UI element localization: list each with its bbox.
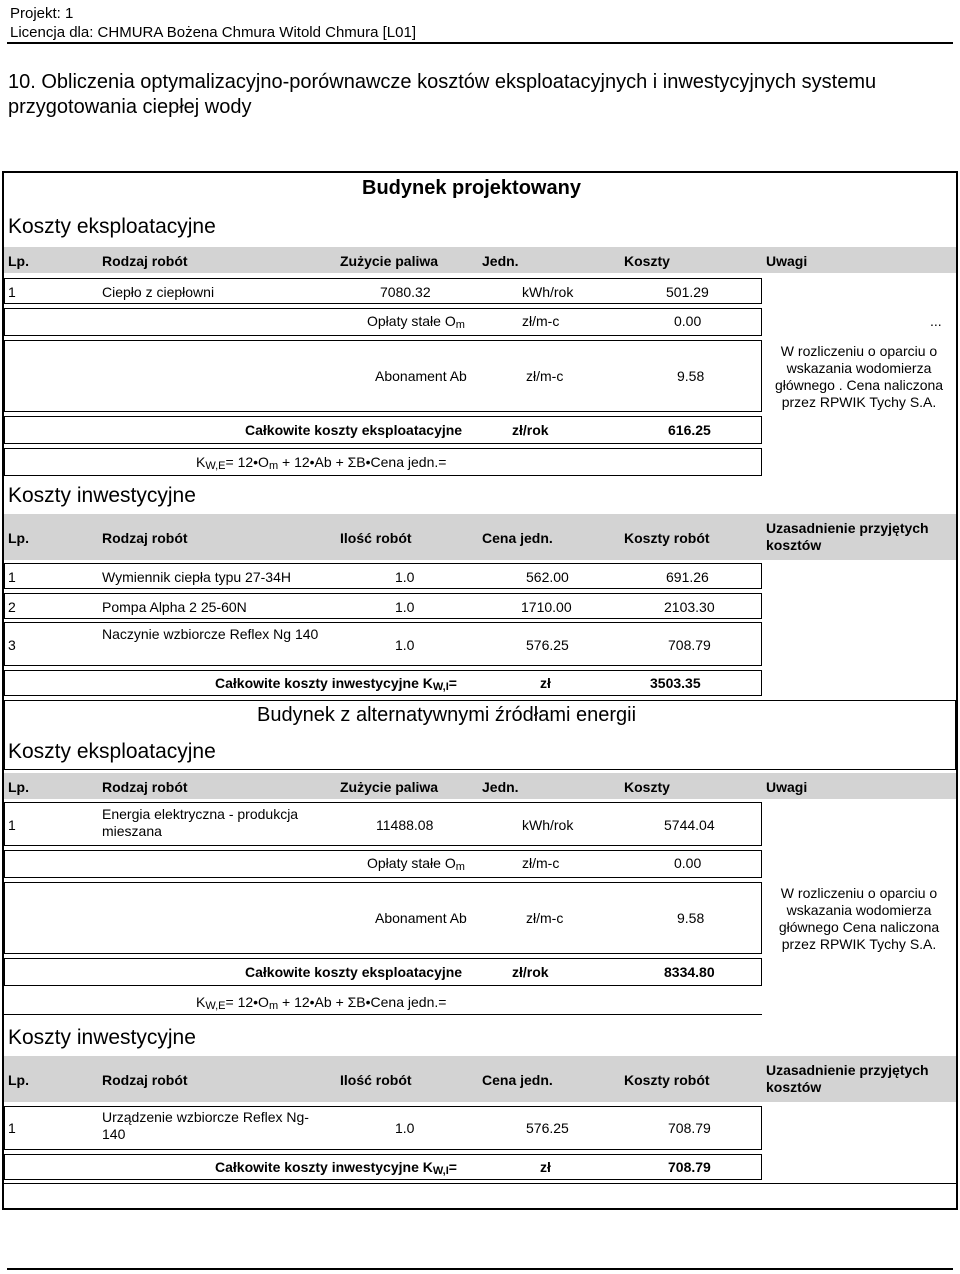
section-heading-alternative: Budynek z alternatywnymi źródłami energii [257, 704, 637, 726]
fixed-fees-unit: zł/m-c [522, 313, 560, 329]
project-label: Projekt: 1 [10, 5, 74, 22]
fixed-fees-unit: zł/m-c [522, 855, 560, 871]
row-cost: 5744.04 [664, 817, 715, 833]
item-price: 562.00 [526, 569, 569, 585]
icol-rodzaj: Rodzaj robót [102, 1072, 188, 1088]
fixed-fees-label: Opłaty stałe $O_m$ [367, 313, 465, 331]
item-name: Wymiennik ciepła typu 27-34H [102, 569, 291, 585]
item-lp: 1 [8, 569, 16, 585]
subscription-unit: zł/m-c [526, 368, 564, 384]
formula-divider [4, 1014, 762, 1015]
col-koszty: Koszty [624, 253, 670, 269]
icol-ilosc: Ilość robót [340, 530, 412, 546]
row-use: 7080.32 [380, 284, 431, 300]
col-koszty: Koszty [624, 779, 670, 795]
icol-cena: Cena jedn. [482, 530, 553, 546]
fixed-fees-value: 0.00 [674, 313, 702, 329]
billing-note: W rozliczeniu o oparciu o wskazania wodomierza głównego . Cena naliczona przez RPWIK Tychy S.A. [774, 343, 944, 410]
total-operating-value: 616.25 [668, 422, 711, 438]
total-operating-unit: zł/rok [512, 422, 549, 438]
row-unit: kWh/rok [522, 284, 574, 300]
col-lp: Lp. [8, 253, 29, 269]
license-label: Licencja dla: CHMURA Bożena Chmura Witold Chmura [L01] [10, 24, 417, 41]
item-name: Urządzenie wzbiorcze Reflex Ng-140 [102, 1109, 309, 1142]
investment-total-unit: zł [540, 1159, 551, 1175]
icol-uzasadnienie: Uzasadnienie przyjętych kosztów [766, 1062, 929, 1095]
total-operating-label: Całkowite koszty eksploatacyjne [245, 422, 463, 438]
investment-total-label: Całkowite koszty inwestycyjne $K_{W,I}=$ [215, 675, 457, 693]
col-rodzaj: Rodzaj robót [102, 779, 188, 795]
icol-lp: Lp. [8, 530, 29, 546]
table-bottom-divider [4, 1183, 956, 1184]
formula: $K_{W,E}=$ $12•O_m$ + 12•Ab + ΣB•Cena jedn.= [196, 454, 447, 472]
row-unit: kWh/rok [522, 817, 574, 833]
icol-koszty: Koszty robót [624, 1072, 710, 1088]
col-jedn: Jedn. [482, 779, 519, 795]
item-cost: 2103.30 [664, 599, 715, 615]
operating-costs-label: Koszty eksploatacyjne [8, 740, 216, 763]
col-jedn: Jedn. [482, 253, 519, 269]
row-name: Energia elektryczna - produkcja mieszana [102, 806, 299, 839]
page-title: 10. Obliczenia optymalizacyjno-porównawcze kosztów eksploatacyjnych i inwestycyjnych systemu przygotowania ciepłej wody [8, 71, 877, 118]
item-name: Naczynie wzbiorcze Reflex Ng 140 [102, 626, 319, 642]
item-qty: 1.0 [395, 599, 415, 615]
icol-koszty: Koszty robót [624, 530, 710, 546]
investment-costs-label: Koszty inwestycyjne [8, 484, 196, 507]
item-price: 576.25 [526, 1120, 569, 1136]
formula: $K_{W,E}=$ $12•O_m$ + 12•Ab + ΣB•Cena jedn.= [196, 994, 447, 1012]
icol-ilosc: Ilość robót [340, 1072, 412, 1088]
row-lp: 1 [8, 284, 16, 300]
fixed-fees-value: 0.00 [674, 855, 702, 871]
item-name: Pompa Alpha 2 25-60N [102, 599, 247, 615]
row-cost: 501.29 [666, 284, 709, 300]
billing-note: W rozliczeniu o oparciu o wskazania wodomierza głównego Cena naliczona przez RPWIK Tychy S.A. [778, 885, 940, 952]
subscription-value: 9.58 [677, 910, 705, 926]
icol-uzasadnienie: Uzasadnienie przyjętych kosztów [766, 520, 929, 553]
item-qty: 1.0 [395, 569, 415, 585]
fixed-fees-note: ... [930, 313, 942, 329]
investment-total-value: 3503.35 [650, 675, 701, 691]
col-zuzycie: Zużycie paliwa [340, 779, 439, 795]
icol-lp: Lp. [8, 1072, 29, 1088]
investment-total-unit: zł [540, 675, 551, 691]
item-cost: 708.79 [668, 1120, 711, 1136]
col-uwagi: Uwagi [766, 253, 808, 269]
investment-total-label: Całkowite koszty inwestycyjne $K_{W,I}=$ [215, 1159, 457, 1177]
operating-costs-label: Koszty eksploatacyjne [8, 215, 216, 238]
icol-rodzaj: Rodzaj robót [102, 530, 188, 546]
col-rodzaj: Rodzaj robót [102, 253, 188, 269]
footer-divider [7, 1268, 953, 1270]
col-lp: Lp. [8, 779, 29, 795]
total-operating-value: 8334.80 [664, 964, 715, 980]
item-price: 1710.00 [521, 599, 572, 615]
item-lp: 2 [8, 599, 16, 615]
section-heading-projected: Budynek projektowany [362, 177, 581, 199]
col-zuzycie: Zużycie paliwa [340, 253, 439, 269]
subscription-unit: zł/m-c [526, 910, 564, 926]
row-use: 11488.08 [376, 817, 434, 833]
fixed-fees-label: Opłaty stałe $O_m$ [367, 855, 465, 873]
row-lp: 1 [8, 817, 16, 833]
subscription-value: 9.58 [677, 368, 705, 384]
item-price: 576.25 [526, 637, 569, 653]
item-qty: 1.0 [395, 1120, 415, 1136]
total-operating-label: Całkowite koszty eksploatacyjne [245, 964, 463, 980]
item-lp: 1 [8, 1120, 16, 1136]
icol-cena: Cena jedn. [482, 1072, 553, 1088]
item-cost: 708.79 [668, 637, 711, 653]
item-lp: 3 [8, 637, 16, 653]
item-qty: 1.0 [395, 637, 415, 653]
subscription-label: Abonament Ab [375, 910, 467, 926]
investment-total-value: 708.79 [668, 1159, 711, 1175]
total-operating-unit: zł/rok [512, 964, 549, 980]
investment-costs-label: Koszty inwestycyjne [8, 1026, 196, 1049]
header-divider [7, 42, 953, 44]
row-name: Ciepło z ciepłowni [102, 284, 215, 300]
col-uwagi: Uwagi [766, 779, 808, 795]
subscription-label: Abonament Ab [375, 368, 467, 384]
item-cost: 691.26 [666, 569, 709, 585]
